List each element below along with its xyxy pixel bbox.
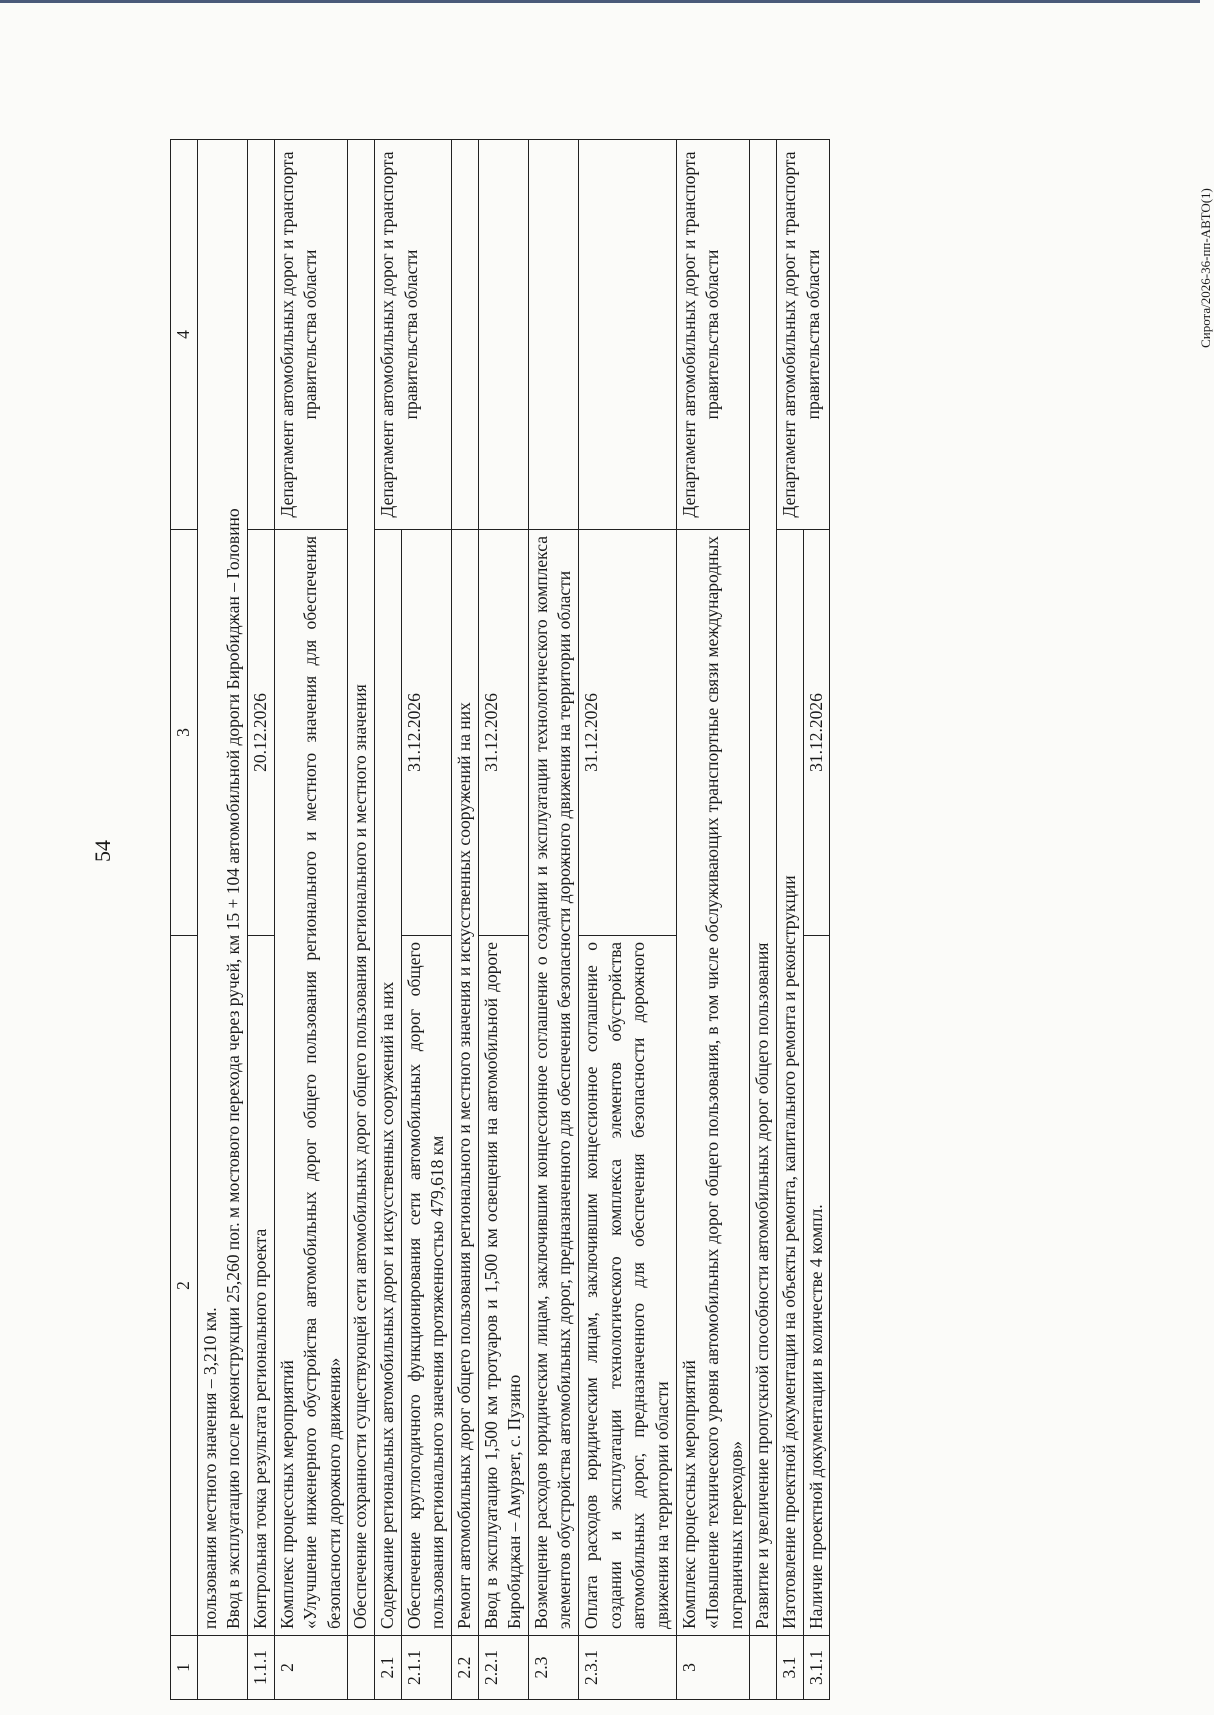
table-row [777, 140, 804, 1700]
row-number: 2.1 [375, 1636, 402, 1700]
row-text [197, 140, 247, 1636]
row-dept: Департамент автомобильных дорог и транспорта правительства области [777, 140, 830, 530]
row-text: Обеспечение круглогодичного функционирования сети автомобильных дорог общего пользования регионального значения протяженностью 479,618 км [401, 936, 451, 1636]
row-dept: Департамент автомобильных дорог и транспорта правительства области [274, 140, 348, 530]
header-col-2: 2 [171, 936, 198, 1636]
row-dept [579, 140, 677, 530]
table-row [528, 140, 578, 1700]
table-row [676, 140, 750, 1700]
row-number: 2.3 [528, 1636, 578, 1700]
row-date: 31.12.2026 [401, 530, 451, 936]
rotated-table-container [170, 140, 1070, 1700]
table-row [478, 140, 528, 1700]
row-number [348, 1636, 375, 1700]
header-col-3: 3 [171, 530, 198, 936]
row-text-line: пользования местного значения – 3,210 км. [199, 1307, 220, 1629]
row-text [274, 530, 348, 1636]
row-text-line: «Повышение технического уровня автомобильных дорог общего пользования, в том числе обслуживающих транспортные связи международных пограничных переходов» [702, 536, 746, 1629]
row-text: Контрольная точка результата регионального проекта [247, 936, 274, 1636]
table-row [579, 140, 677, 1700]
row-number [197, 1636, 247, 1700]
activity-plan-table [170, 139, 830, 1700]
row-text-line: Ввод в эксплуатацию после реконструкции 25,260 пог. м мостового перехода через ручей, км 15 + 104 автомобильной дороги Биробиджан – Головино [223, 508, 244, 1629]
table-row [348, 140, 375, 1700]
row-text: Обеспечение сохранности существующей сети автомобильных дорог общего пользования регионального и местного значения [348, 140, 375, 1636]
row-dept: Департамент автомобильных дорог и транспорта правительства области [676, 140, 750, 530]
row-text: Возмещение расходов юридическим лицам, заключившим концессионное соглашение о создании и эксплуатации технологического комплекса элементов обустройства автомобильных дорог, предназначенного для обеспечения безопасности дорожного движения на территории области [528, 530, 578, 1636]
row-number: 3 [676, 1636, 750, 1700]
row-date: 31.12.2026 [478, 530, 528, 936]
row-dept: Департамент автомобильных дорог и транспорта правительства области [375, 140, 452, 530]
row-text: Содержание региональных автомобильных дорог и искусственных сооружений на них [375, 530, 402, 1636]
page-number: 54 [90, 840, 115, 862]
scan-edge [0, 0, 1200, 3]
row-text: Ремонт автомобильных дорог общего пользования регионального и местного значения и искусственных сооружений на них [451, 530, 478, 1636]
row-text: Оплата расходов юридическим лицам, заключившим концессионное соглашение о создании и эксплуатации технологического комплекса элементов обустройства автомобильных дорог, предназначенного для обеспечения безопасности дорожного движения на территории области [579, 936, 677, 1636]
row-text-line: Комплекс процессных мероприятий [678, 1360, 699, 1629]
row-number: 2 [274, 1636, 348, 1700]
table-header-row [171, 140, 198, 1700]
row-date: 31.12.2026 [803, 530, 830, 936]
row-date: 31.12.2026 [579, 530, 677, 936]
table-row [451, 140, 478, 1700]
row-number: 1.1.1 [247, 1636, 274, 1700]
table-row [274, 140, 348, 1700]
table-row [197, 140, 247, 1700]
row-text [676, 530, 750, 1636]
row-text-line: «Улучшение инженерного обустройства автомобильных дорог общего пользования регионального и местного значения для обеспечения безопасности дорожного движения» [300, 536, 344, 1629]
row-text-line: Комплекс процессных мероприятий [276, 1360, 297, 1629]
row-text: Изготовление проектной документации на объекты ремонта, капитального ремонта и реконструкции [777, 530, 804, 1636]
row-number: 2.3.1 [579, 1636, 677, 1700]
table-row [375, 140, 402, 1700]
document-code: Сирота/2026-36-пп-АВТО(1) [1197, 188, 1213, 348]
row-dept [247, 140, 274, 530]
row-date: 20.12.2026 [247, 530, 274, 936]
row-number: 2.1.1 [401, 1636, 451, 1700]
row-dept [451, 140, 478, 530]
header-col-1: 1 [171, 1636, 198, 1700]
row-number: 3.1 [777, 1636, 804, 1700]
row-number [750, 1636, 777, 1700]
row-number: 2.2.1 [478, 1636, 528, 1700]
row-number: 3.1.1 [803, 1636, 830, 1700]
row-text: Развитие и увеличение пропускной способности автомобильных дорог общего пользования [750, 140, 777, 1636]
table-row [247, 140, 274, 1700]
row-text: Наличие проектной документации в количестве 4 компл. [803, 936, 830, 1636]
row-dept [528, 140, 578, 530]
table-row [750, 140, 777, 1700]
header-col-4: 4 [171, 140, 198, 530]
row-number: 2.2 [451, 1636, 478, 1700]
row-text: Ввод в эксплуатацию 1,500 км тротуаров и 1,500 км освещения на автомобильной дороге Биробиджан – Амурзет, с. Пузино [478, 936, 528, 1636]
row-dept [478, 140, 528, 530]
